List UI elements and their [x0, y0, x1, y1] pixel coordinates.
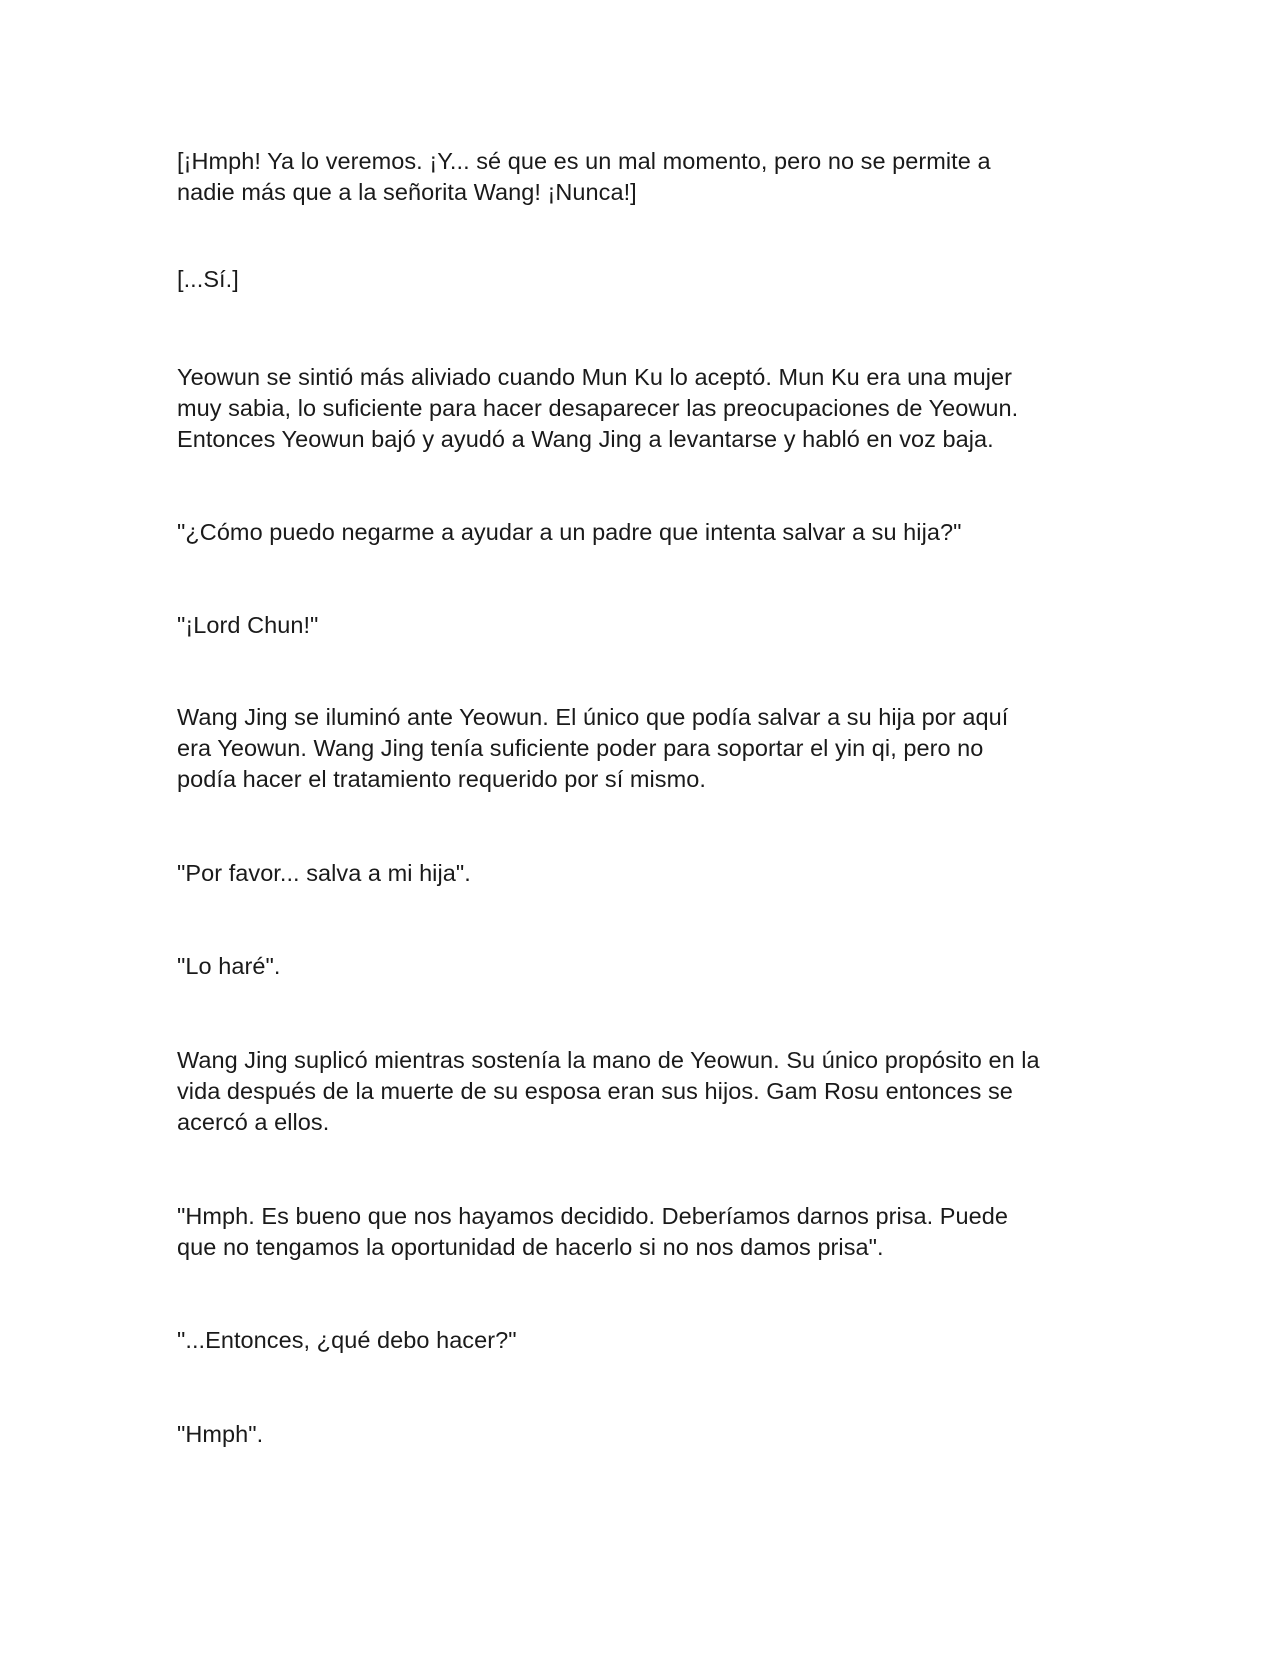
paragraph-5: "¡Lord Chun!" — [177, 612, 319, 638]
paragraph-3: Yeowun se sintió más aliviado cuando Mun Ku lo aceptó. Mun Ku era una mujer muy sabia, lo suficiente para hacer desaparecer las preocupaciones de Yeowun. Entonces Yeowun bajó y ayudó a Wang Jing a levantarse y habló en voz baja. — [177, 364, 1019, 452]
paragraph-10: "Hmph. Es bueno que nos hayamos decidido. Deberíamos darnos prisa. Puede que no tengamos la oportunidad de hacerlo si no nos damos prisa". — [177, 1203, 1009, 1260]
paragraph-6: Wang Jing se iluminó ante Yeowun. El único que podía salvar a su hija por aquí era Yeowun. Wang Jing tenía suficiente poder para soportar el yin qi, pero no podía hacer el tratamiento requerido por sí mismo. — [177, 704, 1009, 792]
paragraph-11: "...Entonces, ¿qué debo hacer?" — [177, 1327, 517, 1353]
paragraph-2: [...Sí.] — [177, 266, 239, 292]
paragraph-8: "Lo haré". — [177, 953, 281, 979]
paragraph-4: "¿Cómo puedo negarme a ayudar a un padre que intenta salvar a su hija?" — [177, 519, 962, 545]
paragraph-9: Wang Jing suplicó mientras sostenía la mano de Yeowun. Su único propósito en la vida después de la muerte de su esposa eran sus hijos. Gam Rosu entonces se acercó a ellos. — [177, 1047, 1040, 1135]
paragraph-1: [¡Hmph! Ya lo veremos. ¡Y... sé que es un mal momento, pero no se permite a nadie más que a la señorita Wang! ¡Nunca!] — [177, 148, 991, 205]
paragraph-12: "Hmph". — [177, 1421, 264, 1447]
paragraph-7: "Por favor... salva a mi hija". — [177, 860, 471, 886]
